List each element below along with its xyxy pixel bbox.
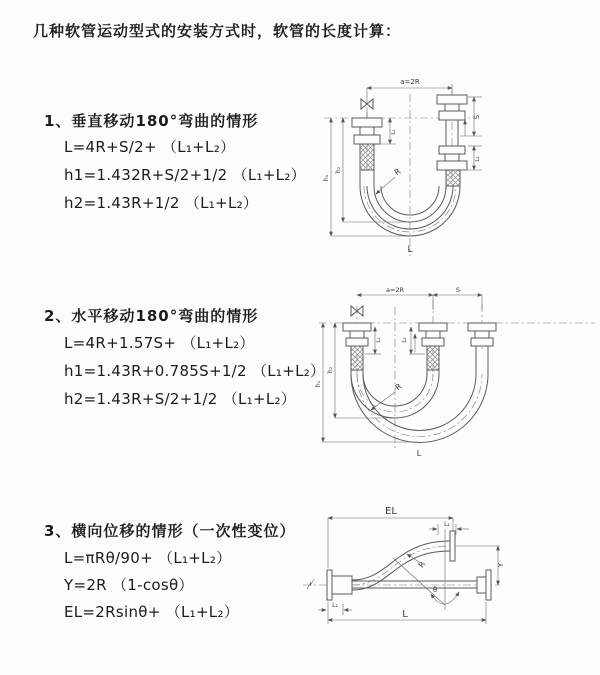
- braided-hose-section: [446, 170, 460, 186]
- section-3-formula-Y: Y=2R （1-cosθ）: [64, 576, 194, 594]
- section-1-formula-L: L=4R+S/2+ （L₁+L₂）: [64, 138, 236, 156]
- diagram-vertical-180-bend: [318, 70, 600, 260]
- dim-label-el: EL: [385, 506, 397, 517]
- dim-label-l1: L₁: [376, 337, 382, 343]
- section-1-heading: 1、垂直移动180°弯曲的情形: [44, 112, 259, 130]
- section-2-formula-h2: h2=1.43R+S/2+1/2 （L₁+L₂）: [64, 390, 297, 408]
- section-3-heading: 3、横向位移的情形（一次性变位）: [44, 522, 296, 540]
- dim-label-y: Y: [497, 562, 505, 568]
- dim-a2R: [357, 286, 433, 295]
- dim-label-l2: L₂: [332, 602, 338, 609]
- dim-label-l1: L₁: [444, 521, 450, 528]
- dim-label-h1: h₁: [315, 380, 322, 388]
- dim-label-l2: L₂: [475, 156, 481, 162]
- hose-arcs: [351, 374, 488, 443]
- dim-l1: [429, 521, 469, 535]
- length-label: L: [416, 449, 422, 458]
- braided-hose-section: [427, 346, 439, 370]
- diagram-horizontal-180-bend: [315, 282, 600, 467]
- dim-s: [433, 286, 482, 310]
- section-1-formula-h2: h2=1.43R+1/2 （L₁+L₂）: [64, 194, 259, 212]
- dim-label-h2: h₂: [335, 166, 342, 174]
- section-2-formula-h1: h1=1.43R+0.785S+1/2 （L₁+L₂）: [64, 362, 326, 380]
- radius-label: R: [392, 166, 403, 178]
- dim-label-l2: L₂: [402, 337, 408, 343]
- right-fitting: [477, 570, 491, 600]
- dim-label-s: S: [455, 286, 461, 294]
- braided-hose-section: [351, 346, 363, 370]
- braided-hose-section: [360, 144, 374, 170]
- radius-callout: [376, 166, 403, 194]
- middle-fitting: [415, 323, 447, 374]
- section-3-formula-EL: EL=2Rsinθ+ （L₁+L₂）: [64, 603, 240, 621]
- upper-flange: [450, 531, 455, 561]
- left-fitting: [327, 570, 352, 600]
- length-label: L: [407, 245, 413, 255]
- dim-el: [328, 506, 453, 568]
- diagram-lateral-displacement: [295, 498, 600, 653]
- radius-label: R: [393, 381, 404, 393]
- dim-label-s: S: [473, 114, 481, 120]
- dim-label-h2: h₂: [327, 366, 334, 374]
- left-fitting: [352, 118, 382, 186]
- radius-callout: [407, 554, 427, 569]
- dim-a2R: [367, 78, 452, 97]
- dim-label-l: L: [402, 609, 408, 620]
- break-symbol: [307, 579, 314, 589]
- section-1-formula-h1: h1=1.432R+S/2+1/2 （L₁+L₂）: [64, 166, 306, 184]
- dim-label-a2R: a=2R: [385, 286, 405, 294]
- page-title: 几种软管运动型式的安装方式时，软管的长度计算：: [33, 22, 402, 40]
- section-2-formula-L: L=4R+1.57S+ （L₁+L₂）: [64, 334, 255, 352]
- section-2-heading: 2、水平移动180°弯曲的情形: [44, 307, 259, 325]
- dim-label-a2R: a=2R: [400, 78, 420, 86]
- section-3-formula-L: L=πRθ/90+ （L₁+L₂）: [64, 549, 232, 567]
- left-fitting: [343, 323, 371, 374]
- dim-l2: [318, 602, 352, 615]
- dim-label-h1: h₁: [323, 174, 330, 182]
- dim-label-l1: L₁: [391, 129, 397, 135]
- dim-l: [328, 602, 486, 624]
- angle-label: θ: [432, 586, 438, 594]
- radius-label: R: [416, 559, 428, 570]
- straight-hose: [352, 581, 477, 588]
